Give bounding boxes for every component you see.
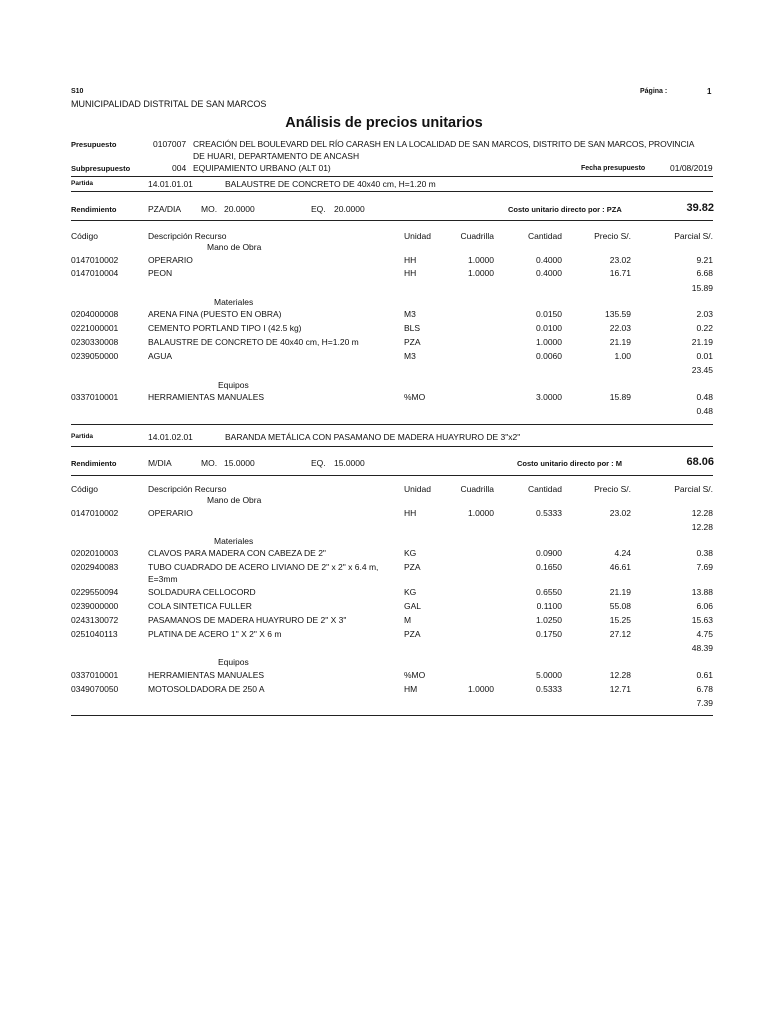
costo-unitario-label: Costo unitario directo por : M <box>517 459 622 468</box>
resource-code: 0202940083 <box>71 562 119 572</box>
partida-label: Partida <box>71 180 94 187</box>
resource-code: 0147010002 <box>71 508 119 518</box>
mo-value: 15.0000 <box>224 458 255 468</box>
page-label: Página : <box>640 88 668 95</box>
column-header-unidad: Unidad <box>404 231 431 241</box>
resource-description: MOTOSOLDADORA DE 250 A <box>148 684 265 694</box>
resource-code: 0239050000 <box>71 351 119 361</box>
resource-partial: 12.28 <box>691 508 713 518</box>
resource-quantity: 3.0000 <box>536 392 562 402</box>
resource-quantity: 0.0060 <box>536 351 562 361</box>
column-header-precio: Precio S/. <box>594 231 631 241</box>
presupuesto-name-line2: DE HUARI, DEPARTAMENTO DE ANCASH <box>193 151 360 161</box>
presupuesto-code: 0107007 <box>153 139 187 149</box>
column-header-cantidad: Cantidad <box>527 231 562 241</box>
mo-label: MO. <box>201 458 218 468</box>
eq-label: EQ. <box>311 204 326 214</box>
resource-code: 0337010001 <box>71 670 119 680</box>
eq-label: EQ. <box>311 458 326 468</box>
column-header-codigo: Código <box>71 231 98 241</box>
resource-unit: HH <box>404 268 417 278</box>
resource-description: PASAMANOS DE MADERA HUAYRURO DE 2" X 3" <box>148 615 347 625</box>
partida-name: BARANDA METÁLICA CON PASAMANO DE MADERA HUAYRURO DE 3"x2" <box>225 432 521 442</box>
mo-label: MO. <box>201 204 218 214</box>
column-header-precio: Precio S/. <box>594 484 631 494</box>
resource-cuadrilla: 1.0000 <box>468 268 494 278</box>
resource-partial: 0.38 <box>696 548 713 558</box>
column-header-cuadrilla: Cuadrilla <box>460 231 494 241</box>
resource-unit: BLS <box>404 323 421 333</box>
resource-code: 0147010004 <box>71 268 119 278</box>
group-subtotal: 15.89 <box>691 283 713 293</box>
resource-price: 15.25 <box>609 615 631 625</box>
fecha-label: Fecha presupuesto <box>581 165 646 172</box>
rendimiento-unit: M/DIA <box>148 458 172 468</box>
resource-unit: HH <box>404 508 417 518</box>
resource-description: PLATINA DE ACERO 1" X 2" X 6 m <box>148 629 282 639</box>
resource-code: 0239000000 <box>71 601 119 611</box>
resource-description: COLA SINTETICA FULLER <box>148 601 252 611</box>
resource-partial: 0.01 <box>696 351 713 361</box>
resource-price: 23.02 <box>609 508 631 518</box>
rendimiento-label: Rendimiento <box>71 459 117 468</box>
resource-code: 0202010003 <box>71 548 119 558</box>
column-header-parcial: Parcial S/. <box>674 484 713 494</box>
system-code: S10 <box>71 88 84 95</box>
column-header-descripcion: Descripción Recurso <box>148 231 227 241</box>
resource-description: CEMENTO PORTLAND TIPO I (42.5 kg) <box>148 323 302 333</box>
resource-description: PEON <box>148 268 173 278</box>
group-label: Equipos <box>218 380 249 390</box>
column-header-cuadrilla: Cuadrilla <box>460 484 494 494</box>
resource-unit: M <box>404 615 412 625</box>
resource-partial: 6.06 <box>696 601 713 611</box>
resource-price: 135.59 <box>605 309 631 319</box>
costo-unitario-label: Costo unitario directo por : PZA <box>508 205 622 214</box>
resource-description: ARENA FINA (PUESTO EN OBRA) <box>148 309 282 319</box>
subpresupuesto-label: Subpresupuesto <box>71 164 131 173</box>
partida-name: BALAUSTRE DE CONCRETO DE 40x40 cm, H=1.20 m <box>225 179 436 189</box>
eq-value: 20.0000 <box>334 204 365 214</box>
resource-quantity: 1.0250 <box>536 615 562 625</box>
resource-unit: PZA <box>404 629 421 639</box>
resource-code: 0147010002 <box>71 255 119 265</box>
resource-partial: 6.68 <box>696 268 713 278</box>
resource-price: 1.00 <box>614 351 631 361</box>
resource-unit: PZA <box>404 562 421 572</box>
page-title: Análisis de precios unitarios <box>285 115 483 131</box>
partida-code: 14.01.02.01 <box>148 432 193 442</box>
resource-code: 0230330008 <box>71 337 119 347</box>
resource-quantity: 0.1650 <box>536 562 562 572</box>
resource-code: 0349070050 <box>71 684 119 694</box>
group-subtotal: 23.45 <box>691 365 713 375</box>
resource-price: 16.71 <box>609 268 631 278</box>
resource-description: CLAVOS PARA MADERA CON CABEZA DE 2" <box>148 548 326 558</box>
resource-description: TUBO CUADRADO DE ACERO LIVIANO DE 2" x 2" x 6.4 m, <box>148 562 379 572</box>
eq-value: 15.0000 <box>334 458 365 468</box>
resource-partial: 6.78 <box>696 684 713 694</box>
resource-code: 0221000001 <box>71 323 119 333</box>
rendimiento-label: Rendimiento <box>71 205 117 214</box>
resource-unit: M3 <box>404 309 416 319</box>
column-header-codigo: Código <box>71 484 98 494</box>
resource-quantity: 0.1100 <box>536 601 562 611</box>
resource-quantity: 0.0150 <box>536 309 562 319</box>
column-header-cantidad: Cantidad <box>527 484 562 494</box>
costo-unitario-value: 39.82 <box>686 202 714 214</box>
column-header-unidad: Unidad <box>404 484 431 494</box>
resource-cuadrilla: 1.0000 <box>468 255 494 265</box>
column-header-parcial: Parcial S/. <box>674 231 713 241</box>
resource-partial: 0.22 <box>696 323 713 333</box>
resource-price: 55.08 <box>609 601 631 611</box>
resource-price: 22.03 <box>609 323 631 333</box>
resource-unit: KG <box>404 587 417 597</box>
resource-quantity: 1.0000 <box>536 337 562 347</box>
resource-partial: 21.19 <box>691 337 713 347</box>
group-subtotal: 12.28 <box>691 522 713 532</box>
resource-code: 0243130072 <box>71 615 119 625</box>
partida-code: 14.01.01.01 <box>148 179 193 189</box>
resource-description: OPERARIO <box>148 508 193 518</box>
resource-unit: GAL <box>404 601 422 611</box>
resource-partial: 0.48 <box>696 392 713 402</box>
group-subtotal: 48.39 <box>691 643 713 653</box>
resource-price: 27.12 <box>609 629 631 639</box>
group-label: Materiales <box>214 297 254 307</box>
group-label: Equipos <box>218 657 249 667</box>
resource-unit: %MO <box>404 392 426 402</box>
resource-price: 12.28 <box>609 670 631 680</box>
resource-quantity: 0.5333 <box>536 684 562 694</box>
group-subtotal: 7.39 <box>696 698 713 708</box>
resource-code: 0204000008 <box>71 309 119 319</box>
costo-unitario-value: 68.06 <box>686 456 714 468</box>
resource-description: AGUA <box>148 351 173 361</box>
resource-partial: 2.03 <box>696 309 713 319</box>
resource-description: OPERARIO <box>148 255 193 265</box>
resource-description: HERRAMIENTAS MANUALES <box>148 670 265 680</box>
organization-name: MUNICIPALIDAD DISTRITAL DE SAN MARCOS <box>71 99 267 109</box>
resource-code: 0337010001 <box>71 392 119 402</box>
resource-quantity: 0.4000 <box>536 268 562 278</box>
resource-quantity: 0.5333 <box>536 508 562 518</box>
resource-price: 21.19 <box>609 337 631 347</box>
group-label: Materiales <box>214 536 254 546</box>
resource-partial: 15.63 <box>691 615 713 625</box>
resource-unit: %MO <box>404 670 426 680</box>
partida-label: Partida <box>71 433 94 440</box>
resource-partial: 0.61 <box>696 670 713 680</box>
column-header-descripcion: Descripción Recurso <box>148 484 227 494</box>
resource-price: 23.02 <box>609 255 631 265</box>
subpresupuesto-name: EQUIPAMIENTO URBANO (ALT 01) <box>193 163 331 173</box>
group-subtotal: 0.48 <box>696 406 713 416</box>
resource-unit: HM <box>404 684 418 694</box>
resource-unit: KG <box>404 548 417 558</box>
resource-price: 15.89 <box>609 392 631 402</box>
group-label: Mano de Obra <box>207 495 262 505</box>
resource-partial: 13.88 <box>691 587 713 597</box>
page-number: 1 <box>707 87 712 96</box>
group-label: Mano de Obra <box>207 242 262 252</box>
resource-quantity: 0.4000 <box>536 255 562 265</box>
resource-unit: HH <box>404 255 417 265</box>
presupuesto-label: Presupuesto <box>71 140 117 149</box>
resource-partial: 4.75 <box>696 629 713 639</box>
resource-quantity: 0.6550 <box>536 587 562 597</box>
subpresupuesto-code: 004 <box>172 163 187 173</box>
resource-description: BALAUSTRE DE CONCRETO DE 40x40 cm, H=1.20 m <box>148 337 359 347</box>
presupuesto-name-line1: CREACIÓN DEL BOULEVARD DEL RÍO CARASH EN LA LOCALIDAD DE SAN MARCOS, DISTRITO DE SAN MARCOS, PROVINCIA <box>193 139 695 149</box>
resource-price: 21.19 <box>609 587 631 597</box>
resource-unit: M3 <box>404 351 416 361</box>
resource-quantity: 5.0000 <box>536 670 562 680</box>
resource-partial: 9.21 <box>696 255 713 265</box>
resource-unit: PZA <box>404 337 421 347</box>
mo-value: 20.0000 <box>224 204 255 214</box>
resource-cuadrilla: 1.0000 <box>468 684 494 694</box>
resource-description: SOLDADURA CELLOCORD <box>148 587 256 597</box>
resource-code: 0251040113 <box>71 629 118 639</box>
resource-quantity: 0.1750 <box>536 629 562 639</box>
resource-quantity: 0.0100 <box>536 323 562 333</box>
resource-description-cont: E=3mm <box>148 574 178 584</box>
resource-partial: 7.69 <box>696 562 713 572</box>
resource-description: HERRAMIENTAS MANUALES <box>148 392 265 402</box>
resource-cuadrilla: 1.0000 <box>468 508 494 518</box>
resource-price: 4.24 <box>614 548 631 558</box>
resource-price: 46.61 <box>609 562 631 572</box>
resource-quantity: 0.0900 <box>536 548 562 558</box>
resource-code: 0229550094 <box>71 587 119 597</box>
fecha-value: 01/08/2019 <box>670 163 713 173</box>
rendimiento-unit: PZA/DIA <box>148 204 182 214</box>
resource-price: 12.71 <box>609 684 631 694</box>
